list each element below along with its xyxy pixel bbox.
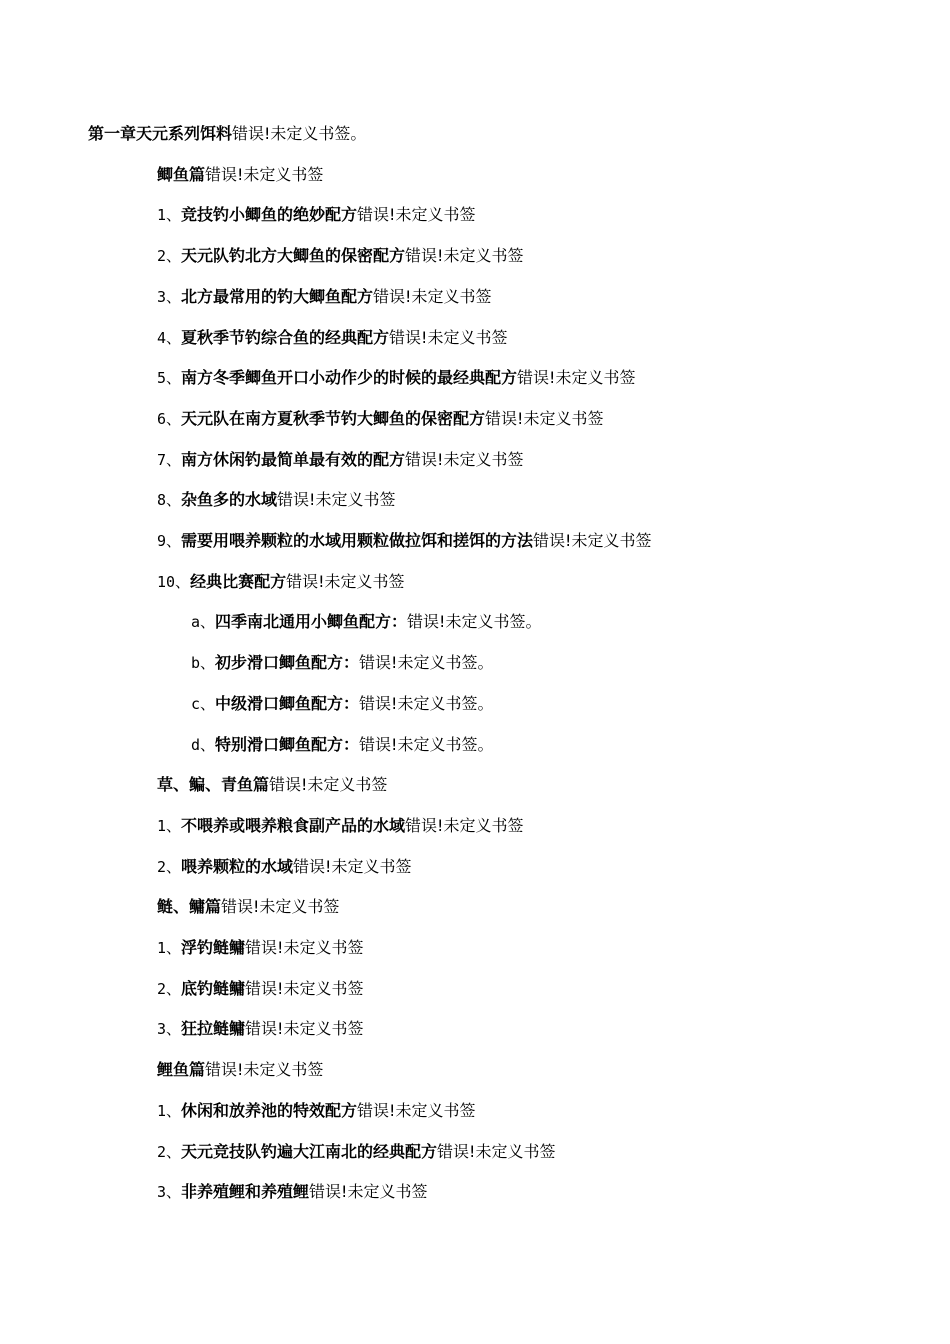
toc-entry[interactable] — [157, 1139, 950, 1165]
toc-entry[interactable] — [157, 202, 950, 228]
toc-entry-number: 3、 — [157, 1183, 182, 1202]
toc-entry-error-text: 错误!未定义书签 — [357, 1100, 476, 1120]
toc-entry-number: b、 — [191, 654, 216, 673]
toc-entry[interactable] — [157, 1179, 950, 1205]
toc-entry-error-text: 错误!未定义书签 — [389, 327, 508, 347]
toc-entry-number: 1、 — [157, 206, 182, 225]
toc-entry[interactable] — [157, 569, 950, 595]
toc-entry-number: 1、 — [157, 939, 182, 957]
toc-entry-title: 杂鱼多的水域 — [181, 490, 278, 510]
toc-entry-error-text: 错误!未定义书签 — [309, 1182, 428, 1202]
toc-entry-error-text: 错误!未定义书签 — [245, 978, 364, 998]
toc-entry-error-text: 错误!未定义书签。 — [359, 734, 494, 754]
toc-entry-title: 天元竞技队钓遍大江南北的经典配方 — [181, 1141, 438, 1161]
toc-entry-error-text: 错误!未定义书签 — [245, 1019, 364, 1039]
toc-entry[interactable] — [157, 854, 950, 880]
toc-entry-number: 7、 — [157, 450, 182, 469]
toc-entry-title: 南方休闲钓最简单最有效的配方 — [181, 449, 406, 469]
toc-entry[interactable] — [157, 487, 950, 513]
toc-entry-error-text: 错误!未定义书签 — [205, 164, 324, 184]
toc-entry-number: 3、 — [157, 1020, 182, 1039]
toc-entry[interactable] — [157, 1016, 950, 1042]
toc-entry-title: 非养殖鲤和养殖鲤 — [181, 1182, 310, 1202]
toc-entry-title: 需要用喂养颗粒的水域用颗粒做拉饵和搓饵的方法 — [181, 531, 534, 550]
toc-entry[interactable] — [191, 609, 950, 635]
toc-entry-title: 天元队在南方夏秋季节钓大鲫鱼的保密配方 — [181, 408, 486, 428]
toc-entry[interactable] — [157, 447, 950, 473]
toc-entry-error-text: 错误!未定义书签 — [437, 1141, 556, 1161]
toc-entry-title: 狂拉鲢鳙 — [181, 1019, 246, 1039]
toc-entry-title: 鲫鱼篇 — [157, 164, 206, 184]
toc-entry-number: 1、 — [157, 1101, 182, 1120]
toc-entry[interactable] — [157, 1098, 950, 1124]
toc-entry-error-text: 错误!未定义书签 — [245, 938, 364, 957]
toc-entry-number: d、 — [191, 735, 216, 754]
toc-entry[interactable] — [157, 813, 950, 839]
toc-entry-number: 2、 — [157, 1142, 182, 1161]
toc-entry[interactable] — [88, 121, 950, 147]
toc-entry[interactable] — [157, 325, 950, 351]
toc-entry[interactable] — [191, 732, 950, 758]
toc-entry-title: 中级滑口鲫鱼配方： — [215, 693, 360, 713]
toc-entry-title: 南方冬季鲫鱼开口小动作少的时候的最经典配方 — [181, 368, 518, 388]
toc-entry-error-text: 错误!未定义书签 — [205, 1060, 324, 1080]
toc-entry-title: 第一章天元系列饵料 — [88, 124, 233, 143]
toc-entry-error-text: 错误!未定义书签 — [357, 205, 476, 225]
toc-entry[interactable] — [157, 894, 950, 920]
toc-entry-title: 经典比赛配方 — [190, 571, 287, 591]
toc-entry-title: 特别滑口鲫鱼配方： — [215, 734, 360, 754]
toc-entry[interactable] — [157, 243, 950, 269]
toc-entry[interactable] — [157, 365, 950, 391]
toc-entry[interactable] — [191, 691, 950, 717]
toc-entry[interactable] — [157, 406, 950, 432]
toc-entry-title: 喂养颗粒的水域 — [181, 856, 294, 876]
toc-entry-title: 鲤鱼篇 — [157, 1060, 206, 1080]
toc-entry-error-text: 错误!未定义书签 — [517, 368, 636, 388]
toc-entry[interactable] — [157, 162, 950, 188]
toc-entry-error-text: 错误!未定义书签。 — [407, 612, 542, 632]
toc-entry-title: 不喂养或喂养粮食副产品的水域 — [181, 815, 406, 835]
toc-entry[interactable] — [157, 772, 950, 798]
toc-entry-error-text: 错误!未定义书签。 — [232, 124, 367, 143]
toc-entry-number: a、 — [191, 613, 216, 632]
toc-entry-title: 浮钓鲢鳙 — [181, 938, 246, 957]
toc-entry-title: 四季南北通用小鲫鱼配方： — [215, 612, 408, 632]
toc-entry-error-text: 错误!未定义书签 — [405, 246, 524, 266]
toc-entry-number: 9、 — [157, 532, 182, 550]
toc-entry-error-text: 错误!未定义书签。 — [359, 653, 494, 673]
toc-entry-title: 天元队钓北方大鲫鱼的保密配方 — [181, 246, 406, 266]
toc-entry-error-text: 错误!未定义书签 — [269, 775, 388, 795]
toc-entry-error-text: 错误!未定义书签 — [221, 897, 340, 917]
toc-entry-number: 3、 — [157, 287, 182, 306]
toc-entry-error-text: 错误!未定义书签 — [485, 408, 604, 428]
toc-entry[interactable] — [157, 976, 950, 1002]
toc-entry-number: 8、 — [157, 491, 182, 510]
toc-entry-title: 初步滑口鲫鱼配方： — [215, 653, 360, 673]
toc-entry[interactable] — [191, 650, 950, 676]
toc-entry-number: 4、 — [157, 328, 182, 347]
toc-entry-error-text: 错误!未定义书签 — [286, 571, 405, 591]
toc-entry-error-text: 错误!未定义书签 — [277, 490, 396, 510]
toc-entry-error-text: 错误!未定义书签 — [373, 286, 492, 306]
toc-entry[interactable] — [157, 284, 950, 310]
toc-entry-number: 5、 — [157, 369, 182, 388]
toc-entry-number: 2、 — [157, 857, 182, 876]
toc-entry-error-text: 错误!未定义书签。 — [359, 693, 494, 713]
toc-entry-number: 6、 — [157, 409, 182, 428]
toc-entry-title: 草、鳊、青鱼篇 — [157, 775, 270, 795]
toc-entry-title: 鲢、鳙篇 — [157, 897, 222, 917]
toc-entry-number: 2、 — [157, 247, 182, 266]
toc-entry[interactable] — [157, 1057, 950, 1083]
toc-entry-error-text: 错误!未定义书签 — [533, 531, 652, 550]
toc-entry-number: 1、 — [157, 816, 182, 835]
toc-entry-number: c、 — [191, 694, 216, 713]
toc-entry-title: 底钓鲢鳙 — [181, 978, 246, 998]
toc-entry[interactable] — [157, 528, 950, 554]
toc-entry-number: 2、 — [157, 979, 182, 998]
toc-entry-title: 休闲和放养池的特效配方 — [181, 1100, 358, 1120]
toc-entry-title: 北方最常用的钓大鲫鱼配方 — [181, 286, 374, 306]
toc-entry[interactable] — [157, 935, 950, 961]
toc-entry-error-text: 错误!未定义书签 — [405, 815, 524, 835]
toc-entry-title: 夏秋季节钓综合鱼的经典配方 — [181, 327, 390, 347]
toc-entry-error-text: 错误!未定义书签 — [405, 449, 524, 469]
toc-entry-number: 10、 — [157, 572, 191, 591]
toc-entry-error-text: 错误!未定义书签 — [293, 856, 412, 876]
toc-entry-title: 竞技钓小鲫鱼的绝妙配方 — [181, 205, 358, 225]
